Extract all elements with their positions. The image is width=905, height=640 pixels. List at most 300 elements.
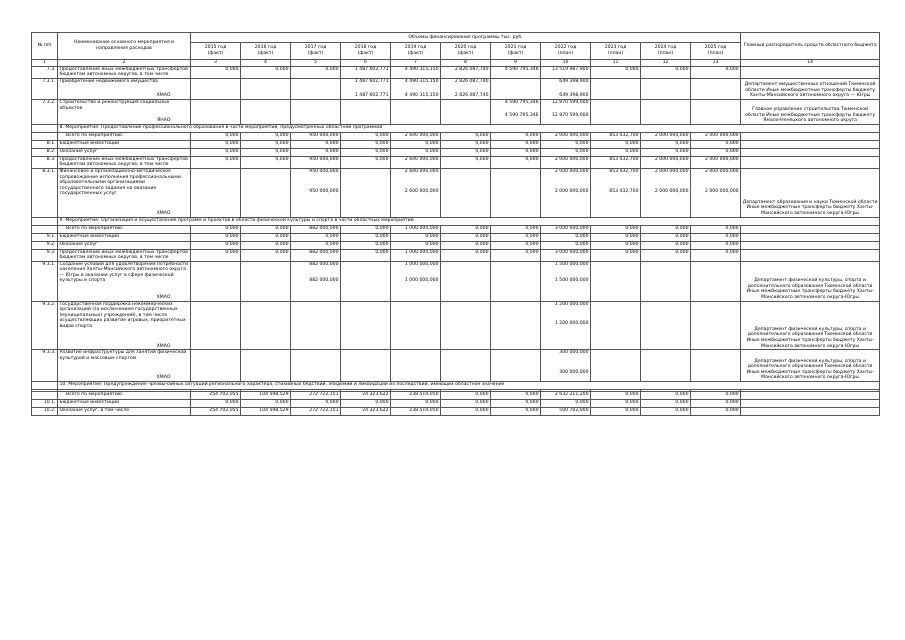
value-region: 2 000 000,000 [705, 188, 739, 194]
row-name [58, 99, 191, 124]
value-cell: 3 000 000,000 [541, 249, 591, 261]
value-cell [291, 78, 341, 99]
value-cell: 0,000 [591, 241, 641, 249]
value-cell: 950 000,000 [291, 132, 341, 140]
row-number: 9.1. [32, 233, 58, 241]
value-cell [591, 78, 641, 99]
value-cell [341, 99, 391, 124]
value-cell: 0,000 [191, 233, 241, 241]
value-cell: 0,000 [191, 400, 241, 408]
row-description: Создание условий для удовлетворения потребности населения Ханты-Мансийского автономного округа — Югры в оказании услуг в сфере физической культуры и спорта [59, 261, 189, 284]
value-cell: 0,000 [241, 66, 291, 78]
row-number [32, 382, 58, 390]
year-label: 2016 год [254, 45, 277, 51]
value-cell [491, 350, 541, 382]
value-cell [341, 78, 391, 99]
value-cell [291, 168, 341, 217]
spacer [443, 175, 489, 189]
region-label: ХМАО [156, 210, 171, 216]
spacer [193, 84, 239, 93]
spacer [243, 84, 289, 93]
table-row [32, 350, 880, 382]
year-kind: (план) [557, 51, 574, 56]
value-cell: 0,000 [591, 408, 641, 416]
value-cell [641, 99, 691, 124]
year-label: 2023 год [604, 45, 627, 51]
spacer [693, 356, 739, 370]
value-cell: 0,000 [641, 241, 691, 249]
value-cell: 2 600 000,000 [391, 156, 441, 168]
value-cell [391, 168, 441, 217]
row-name [58, 350, 191, 382]
row-description: Приобретение недвижимого имущества [59, 78, 158, 84]
row-name: Всего по мероприятию: [58, 225, 191, 233]
value-cell: 0,000 [491, 225, 541, 233]
value-cell [191, 99, 241, 124]
value-cell: 0,000 [241, 132, 291, 140]
value-cell [441, 350, 491, 382]
value-cell: 0,000 [691, 408, 741, 416]
header-year-5 [391, 43, 441, 60]
column-number: 1 [32, 60, 58, 67]
row-name: Оказание услуг [58, 148, 191, 156]
row-name: Бюджетные инвестиции [58, 233, 191, 241]
spacer [493, 356, 539, 370]
value-cell: 0,000 [341, 233, 391, 241]
value-cell: 0,000 [391, 400, 441, 408]
value-cell [641, 350, 691, 382]
table-row [32, 408, 880, 416]
value-region: 12 870 599,000 [551, 112, 589, 118]
value-cell [691, 301, 741, 350]
value-cell [391, 301, 441, 350]
value-cell [691, 99, 741, 124]
distributor-cell [741, 400, 880, 408]
value-total: 1 200 000,000 [554, 301, 589, 307]
header-volume: Объемы финансирования программы тыс. руб. [191, 33, 741, 43]
value-cell: 0,000 [691, 249, 741, 261]
row-number [32, 132, 58, 140]
row-name [58, 301, 191, 350]
value-cell [591, 99, 641, 124]
value-cell: 0,000 [491, 400, 541, 408]
distributor-cell [741, 249, 880, 261]
spacer [693, 267, 739, 278]
spacer [393, 267, 439, 278]
value-cell [191, 78, 241, 99]
column-number: 6 [341, 60, 391, 67]
value-total: 2 000 000,000 [705, 168, 739, 174]
value-cell [641, 78, 691, 99]
region-label: ХМАО [156, 295, 171, 301]
spacer [293, 267, 339, 278]
year-kind: (факт) [407, 51, 424, 56]
value-cell: 0,000 [341, 132, 391, 140]
spacer [243, 175, 289, 189]
value-cell: 4 490 315,150 [391, 66, 441, 78]
distributor-text: Департамент образования и науки Тюменской области Иные межбюджетные трансферты бюджету Ханты-Мансийского автономного округа-Югры [742, 199, 878, 216]
spacer [293, 106, 339, 113]
header-year-7 [491, 43, 541, 60]
value-cell: 0,000 [591, 400, 641, 408]
table-row [32, 400, 880, 408]
spacer [443, 307, 489, 321]
value-cell: 0,000 [191, 249, 241, 261]
row-name: Оказание услуг, в том числе [58, 408, 191, 416]
column-number: 13 [691, 60, 741, 67]
value-cell [241, 301, 291, 350]
value-cell: 0,000 [341, 156, 391, 168]
value-cell [541, 261, 591, 301]
value-region: 2 000 000,000 [654, 188, 689, 194]
year-kind: (план) [707, 51, 724, 56]
value-cell [541, 78, 591, 99]
table-row [32, 132, 880, 140]
spacer [293, 84, 339, 93]
value-total: 853 432,700 [609, 168, 639, 174]
year-label: 2018 год [354, 45, 377, 51]
region-label: ХМАО [156, 375, 171, 381]
header-year-3 [291, 43, 341, 60]
row-number [32, 124, 58, 132]
spacer [443, 356, 489, 370]
value-cell: 0,000 [491, 140, 541, 148]
value-cell: 0,000 [691, 400, 741, 408]
value-cell [391, 99, 441, 124]
value-cell [591, 301, 641, 350]
spacer [243, 307, 289, 321]
region-label: ХМАО [156, 93, 171, 99]
value-cell: 0,000 [291, 241, 341, 249]
spacer [643, 356, 689, 370]
spacer [693, 84, 739, 93]
column-number: 3 [191, 60, 241, 67]
value-cell [541, 301, 591, 350]
row-name: Бюджетные инвестиции [58, 400, 191, 408]
spacer [643, 307, 689, 321]
spacer [443, 267, 489, 278]
spacer [543, 307, 589, 321]
value-cell: 0,000 [591, 140, 641, 148]
row-number: 8.1. [32, 140, 58, 148]
row-number: 8.3.1. [32, 168, 58, 217]
table-row [32, 99, 880, 124]
value-cell [341, 168, 391, 217]
spacer [193, 307, 239, 321]
value-cell: 0,000 [341, 400, 391, 408]
column-number: 9 [491, 60, 541, 67]
year-kind: (факт) [257, 51, 274, 56]
header-year-10 [641, 43, 691, 60]
value-cell: 0,000 [241, 249, 291, 261]
value-cell: 0,000 [491, 249, 541, 261]
year-label: 2025 год [704, 45, 727, 51]
value-cell [191, 261, 241, 301]
value-cell: 0,000 [391, 233, 441, 241]
value-cell: 0,000 [191, 66, 241, 78]
value-cell: 3 000 000,000 [541, 225, 591, 233]
spacer [393, 307, 439, 321]
spacer [693, 175, 739, 189]
table-row [32, 261, 880, 301]
distributor-cell [741, 78, 880, 99]
region-label: ХМАО [156, 343, 171, 349]
column-number: 8 [441, 60, 491, 67]
value-region: 4 590 795,346 [504, 112, 539, 118]
row-name [58, 261, 191, 301]
value-cell [591, 168, 641, 217]
value-total: 950 000,000 [309, 168, 339, 174]
value-cell [491, 78, 541, 99]
value-cell: 0,000 [391, 148, 441, 156]
table-row [32, 168, 880, 217]
value-cell [641, 301, 691, 350]
value-cell: 0,000 [241, 156, 291, 168]
table-row [32, 249, 880, 261]
value-cell: 0,000 [191, 140, 241, 148]
value-cell [641, 261, 691, 301]
value-cell: 0,000 [441, 392, 491, 400]
value-region: 4 490 315,150 [404, 93, 439, 99]
value-cell [291, 261, 341, 301]
distributor-cell [741, 392, 880, 400]
value-cell: 0,000 [441, 241, 491, 249]
row-description: Строительство и реконструкция социальных объектов [59, 99, 170, 111]
spacer [343, 106, 389, 113]
value-cell [241, 168, 291, 217]
value-cell [641, 168, 691, 217]
column-number: 5 [291, 60, 341, 67]
spacer [343, 356, 389, 370]
value-region: 1 000 000,000 [404, 278, 439, 284]
value-cell [291, 301, 341, 350]
value-cell [291, 350, 341, 382]
value-cell: 2 600 000,000 [391, 132, 441, 140]
value-cell: 0,000 [491, 132, 541, 140]
value-region: 853 432,700 [609, 188, 639, 194]
value-cell: 0,000 [541, 148, 591, 156]
value-cell: 0,000 [591, 66, 641, 78]
row-name [58, 168, 191, 217]
spacer [543, 175, 589, 189]
value-cell [691, 261, 741, 301]
value-total: 882 000,000 [309, 261, 339, 267]
column-number: 14 [741, 60, 880, 67]
value-cell: 0,000 [441, 156, 491, 168]
spacer [493, 175, 539, 189]
row-number [32, 217, 58, 225]
row-description: Развитие инфраструктуры для занятий физической культурой и массовым спортом [59, 350, 187, 361]
region-label: ЯНАО [157, 118, 171, 124]
distributor-cell [741, 350, 880, 382]
column-number: 4 [241, 60, 291, 67]
header-year-6 [441, 43, 491, 60]
value-cell: 1 000 000,000 [391, 249, 441, 261]
value-cell [441, 99, 491, 124]
section-row [32, 124, 880, 132]
column-number: 7 [391, 60, 441, 67]
value-cell: 0,000 [441, 400, 491, 408]
value-cell: 950 000,000 [291, 156, 341, 168]
value-cell: 0,000 [441, 225, 491, 233]
value-cell: 0,000 [691, 392, 741, 400]
value-cell [441, 78, 491, 99]
value-cell: 0,000 [691, 225, 741, 233]
value-cell: 0,000 [641, 233, 691, 241]
value-cell [191, 301, 241, 350]
value-cell: 0,000 [191, 132, 241, 140]
spacer [243, 106, 289, 113]
value-cell: 0,000 [641, 148, 691, 156]
spacer [243, 267, 289, 278]
spacer [60, 361, 189, 375]
header-name: Наименование основного мероприятия и направления расходов [58, 33, 191, 60]
spacer [193, 106, 239, 113]
row-number [32, 225, 58, 233]
value-cell: 0,000 [591, 249, 641, 261]
value-cell: 0,000 [291, 400, 341, 408]
spacer [193, 356, 239, 370]
value-region: 649 398,900 [559, 93, 589, 99]
section-row [32, 382, 880, 390]
row-number: 10.2. [32, 408, 58, 416]
spacer [493, 267, 539, 278]
distributor-cell [741, 261, 880, 301]
value-cell: 0,000 [641, 392, 691, 400]
value-cell: 0,000 [691, 241, 741, 249]
spacer [593, 267, 639, 278]
row-number: 10.1. [32, 400, 58, 408]
row-number: 7.3. [32, 66, 58, 78]
value-cell [541, 99, 591, 124]
financing-table [31, 32, 880, 416]
value-cell [191, 168, 241, 217]
value-cell: 0,000 [341, 140, 391, 148]
spacer [293, 307, 339, 321]
value-cell: 104 598,529 [241, 392, 291, 400]
value-cell: 0,000 [241, 233, 291, 241]
value-cell: 0,000 [691, 148, 741, 156]
spacer [593, 106, 639, 113]
spacer [343, 175, 389, 189]
value-cell [341, 301, 391, 350]
value-cell [491, 99, 541, 124]
value-cell: 238 519,050 [391, 408, 441, 416]
value-cell: 0,000 [241, 241, 291, 249]
value-cell: 500 702,000 [541, 408, 591, 416]
value-total: 1 487 602,771 [354, 78, 389, 84]
value-cell: 2 632 211,200 [541, 392, 591, 400]
value-cell: 0,000 [491, 233, 541, 241]
spacer [543, 356, 589, 370]
spacer [543, 106, 589, 113]
value-cell: 0,000 [441, 132, 491, 140]
value-cell: 254 702,055 [191, 392, 241, 400]
year-kind: (факт) [507, 51, 524, 56]
value-cell: 0,000 [391, 140, 441, 148]
column-number: 10 [541, 60, 591, 67]
value-cell [291, 99, 341, 124]
value-total: 649 398,900 [559, 78, 589, 84]
column-number: 2 [58, 60, 191, 67]
distributor-cell [741, 140, 880, 148]
value-cell: 0,000 [341, 249, 391, 261]
table-row [32, 140, 880, 148]
year-label: 2020 год [454, 45, 477, 51]
year-kind: (факт) [457, 51, 474, 56]
value-cell: 0,000 [591, 392, 641, 400]
value-region: 1 200 000,000 [554, 321, 589, 327]
header-year-9 [591, 43, 641, 60]
value-cell: 0,000 [441, 148, 491, 156]
distributor-cell [741, 408, 880, 416]
value-cell: 0,000 [191, 148, 241, 156]
value-region: 2 600 000,000 [404, 188, 439, 194]
spacer [60, 284, 189, 295]
spacer [443, 106, 489, 113]
row-number: 9.2. [32, 241, 58, 249]
value-cell [241, 350, 291, 382]
value-region: 300 000,000 [559, 369, 589, 375]
year-label: 2021 год [504, 45, 527, 51]
spacer [493, 84, 539, 93]
value-cell: 0,000 [291, 140, 341, 148]
spacer [60, 330, 189, 344]
value-region: 950 000,000 [309, 188, 339, 194]
value-cell: 272 722,151 [291, 392, 341, 400]
distributor-cell [741, 99, 880, 124]
spacer [593, 356, 639, 370]
header-distributor: Главный распорядитель средств областного бюджета [741, 33, 880, 60]
value-cell [341, 350, 391, 382]
row-description: Государственная поддержка некоммерческих организаций (за исключением государственных (муниципальных) учреждений), в том числе осуществляющих развитие игровых, приоритетных видов спорта [59, 301, 186, 330]
value-cell: 13 519 987,900 [541, 66, 591, 78]
value-cell: 1 487 602,771 [341, 66, 391, 78]
header-year-4 [341, 43, 391, 60]
value-cell: 0,000 [341, 225, 391, 233]
spacer [693, 307, 739, 321]
value-cell: 0,000 [641, 400, 691, 408]
distributor-cell [741, 233, 880, 241]
value-cell: 0,000 [341, 148, 391, 156]
table-row [32, 392, 880, 400]
value-cell [241, 99, 291, 124]
spacer [643, 175, 689, 189]
distributor-cell [741, 225, 880, 233]
table-row [32, 78, 880, 99]
value-cell: 0,000 [441, 140, 491, 148]
row-number: 7.3.2. [32, 99, 58, 124]
distributor-cell [741, 148, 880, 156]
value-cell: 0,000 [641, 225, 691, 233]
value-cell: 4 590 795,346 [491, 66, 541, 78]
table-row [32, 233, 880, 241]
spacer [293, 356, 339, 370]
distributor-cell [741, 241, 880, 249]
header-year-1 [191, 43, 241, 60]
value-cell [691, 350, 741, 382]
spacer [60, 197, 189, 211]
value-cell: 0,000 [341, 241, 391, 249]
distributor-cell [741, 132, 880, 140]
row-name: Оказание услуг [58, 241, 191, 249]
year-kind: (план) [657, 51, 674, 56]
value-cell: 2 000 000,000 [541, 156, 591, 168]
spacer [393, 106, 439, 113]
spacer [243, 356, 289, 370]
value-cell: 0,000 [241, 148, 291, 156]
value-cell: 0,000 [541, 233, 591, 241]
